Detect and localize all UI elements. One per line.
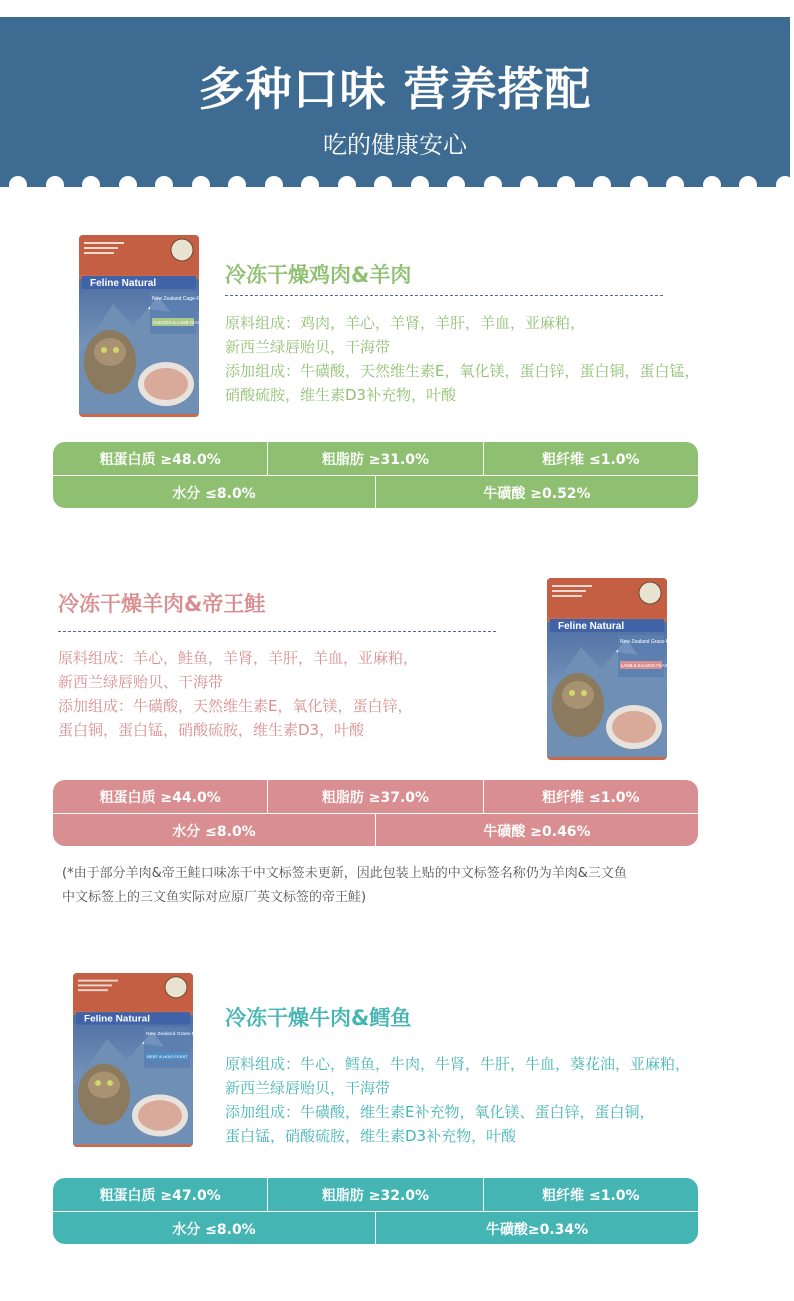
nutrition-protein: 粗蛋白质 ≥44.0% xyxy=(53,780,268,813)
product-bag-lamb-salmon xyxy=(546,577,675,761)
header-title: 多种口味 营养搭配 xyxy=(198,62,592,116)
nutrition-table xyxy=(53,780,698,846)
scallop-dot xyxy=(155,176,173,194)
nutrition-fiber: 粗纤维 ≤1.0% xyxy=(542,1187,640,1204)
ingredients-line: 新西兰绿唇贻贝，干海带 xyxy=(225,338,391,356)
nutrition-row xyxy=(53,1211,698,1245)
product-bag-graphic xyxy=(78,234,207,418)
nutrition-protein: 粗蛋白质 ≥47.0% xyxy=(53,1178,268,1211)
bag-flavor-text: LAMB & SALMON FEAST xyxy=(621,663,670,668)
scallop-dot xyxy=(46,176,64,194)
bag-brand-text: Feline Natural xyxy=(84,1013,151,1025)
scallop-dot xyxy=(593,176,611,194)
bag-flavor-text: CHICKEN & LAMB FEAST xyxy=(153,320,204,325)
ingredients xyxy=(225,311,699,407)
scallop-dot xyxy=(411,176,429,194)
scallop-dot xyxy=(192,176,210,194)
scallop-dot xyxy=(666,176,684,194)
nutrition-fiber: 粗纤维 ≤1.0% xyxy=(542,451,640,468)
nutrition-row xyxy=(53,813,698,847)
nutrition-fat: 粗脂肪 ≥32.0% xyxy=(268,1178,483,1211)
bag-badge-text: New Zealand Grass-Fed xyxy=(146,1032,201,1038)
note-line: (*由于部分羊肉&帝王鲑口味冻干中文标签未更新，因此包装上贴的中文标签名称仍为羊肉&三文鱼 xyxy=(62,866,627,881)
nutrition-moisture: 水分 ≤8.0% xyxy=(53,814,376,847)
scallop-dot xyxy=(703,176,721,194)
scallop-dot xyxy=(374,176,392,194)
nutrition-row xyxy=(53,1178,698,1211)
ingredients-line: 新西兰绿唇贻贝、干海带 xyxy=(58,673,224,691)
product-bag-beef-hoki xyxy=(72,972,201,1148)
scallop-dot xyxy=(776,176,794,194)
scallop-dot xyxy=(557,176,575,194)
ingredients xyxy=(225,1052,690,1148)
nutrition-table xyxy=(53,1178,698,1244)
product-bag-graphic xyxy=(72,972,201,1148)
product-bag-graphic xyxy=(546,577,675,761)
bag-brand-text: Feline Natural xyxy=(558,621,625,632)
ingredients-line: 添加组成：牛磺酸，维生素E补充物，氧化镁、蛋白锌，蛋白铜， xyxy=(225,1103,655,1121)
scallop-border xyxy=(0,176,790,198)
ingredients-line: 蛋白铜，蛋白锰，硝酸硫胺，维生素D3，叶酸 xyxy=(58,721,365,739)
scallop-dot xyxy=(739,176,757,194)
scallop-dot xyxy=(265,176,283,194)
scallop-dot xyxy=(520,176,538,194)
scallop-dot xyxy=(484,176,502,194)
nutrition-fiber: 粗纤维 ≤1.0% xyxy=(542,789,640,806)
divider xyxy=(225,295,663,296)
nutrition-moisture: 水分 ≤8.0% xyxy=(53,476,376,509)
ingredients-line: 硝酸硫胺，维生素D3补充物，叶酸 xyxy=(225,386,457,404)
ingredients-line: 蛋白锰，硝酸硫胺，维生素D3补充物，叶酸 xyxy=(225,1127,517,1145)
scallop-dot xyxy=(119,176,137,194)
scallop-dot xyxy=(301,176,319,194)
product-title: 冷冻干燥鸡肉&羊肉 xyxy=(225,263,412,287)
nutrition-fat: 粗脂肪 ≥37.0% xyxy=(268,780,483,813)
nutrition-table xyxy=(53,442,698,508)
ingredients-line: 原料组成：羊心，鲑鱼，羊肾，羊肝，羊血，亚麻粕， xyxy=(58,649,419,667)
ingredients-line: 添加组成：牛磺酸，天然维生素E，氧化镁，蛋白锌， xyxy=(58,697,413,715)
nutrition-taurine: 牛磺酸≥0.34% xyxy=(485,1221,589,1238)
scallop-dot xyxy=(630,176,648,194)
nutrition-row xyxy=(53,475,698,509)
product-bag-chicken-lamb xyxy=(78,234,207,418)
scallop-dot xyxy=(82,176,100,194)
bag-flavor-text: BEEF & HOKI FEAST xyxy=(147,1054,188,1060)
product-title: 冷冻干燥牛肉&鳕鱼 xyxy=(225,1006,412,1030)
divider xyxy=(58,631,496,632)
nutrition-taurine: 牛磺酸 ≥0.46% xyxy=(483,823,591,840)
ingredients-line: 原料组成：鸡肉，羊心，羊肾，羊肝，羊血，亚麻粕， xyxy=(225,314,586,332)
bag-badge-text: New Zealand Grass-Fed xyxy=(620,639,675,645)
ingredients xyxy=(58,646,418,742)
ingredients-line: 添加组成：牛磺酸，天然维生素E，氧化镁，蛋白锌，蛋白铜，蛋白锰， xyxy=(225,362,700,380)
label-note xyxy=(62,862,627,910)
scallop-dot xyxy=(9,176,27,194)
scallop-dot xyxy=(228,176,246,194)
note-line: 中文标签上的三文鱼实际对应原厂英文标签的帝王鲑) xyxy=(62,890,367,905)
bag-brand-text: Feline Natural xyxy=(90,278,157,289)
header-banner xyxy=(0,17,790,187)
header-subtitle: 吃的健康安心 xyxy=(323,131,467,159)
product-title: 冷冻干燥羊肉&帝王鲑 xyxy=(58,592,266,616)
nutrition-moisture: 水分 ≤8.0% xyxy=(53,1212,376,1245)
nutrition-taurine: 牛磺酸 ≥0.52% xyxy=(483,485,591,502)
bag-badge-text: New Zealand Cage-Free xyxy=(152,296,207,302)
scallop-dot xyxy=(447,176,465,194)
scallop-dot xyxy=(338,176,356,194)
nutrition-protein: 粗蛋白质 ≥48.0% xyxy=(53,442,268,475)
nutrition-row xyxy=(53,780,698,813)
ingredients-line: 原料组成：牛心，鳕鱼，牛肉，牛肾，牛肝，牛血，葵花油，亚麻粕， xyxy=(225,1055,691,1073)
nutrition-row xyxy=(53,442,698,475)
nutrition-fat: 粗脂肪 ≥31.0% xyxy=(268,442,483,475)
ingredients-line: 新西兰绿唇贻贝，干海带 xyxy=(225,1079,391,1097)
